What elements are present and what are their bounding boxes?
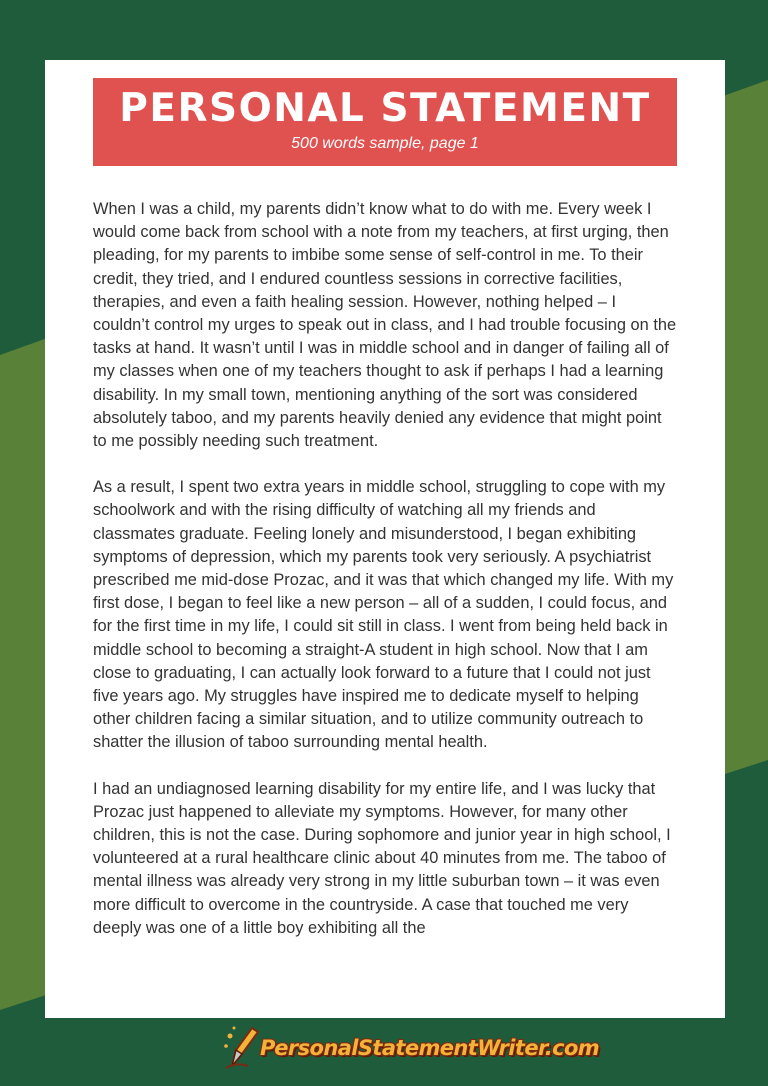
statement-body <box>93 198 677 968</box>
page-subtitle: 500 words sample, page 1 <box>291 135 479 152</box>
paragraph-3: I had an undiagnosed learning disability for my entire life, and I was lucky that Prozac just happened to alleviate my symptoms. However, for many other children, this is not the case. During sophomore and junior year in high school, I volunteered at a rural healthcare clinic about 40 minutes from me. The taboo of mental illness was already very strong in my little suburban town – it was even more difficult to overcome in the countryside. A case that touched me very deeply was one of a little boy exhibiting all the <box>93 779 671 937</box>
paragraph-2: As a result, I spent two extra years in middle school, struggling to cope with my schoolwork and with the rising difficulty of watching all my friends and classmates graduate. Feeling lonely and misunderstood, I began exhibiting symptoms of depression, which my parents took very seriously. A psychiatrist prescribed me mid-dose Prozac, and it was that which changed my life. With my first dose, I began to feel like a new person – all of a sudden, I could focus, and for the first time in my life, I could sit still in class. I went from being held back in middle school to becoming a straight-A student in high school. Now that I am close to graduating, I can actually look forward to a future that I could not just five years ago. My struggles have inspired me to dedicate myself to helping other children facing a similar situation, and to utilize community outreach to shatter the illusion of taboo surrounding mental health. <box>93 478 674 752</box>
footer <box>0 1018 768 1086</box>
pen-nib-icon <box>222 1022 260 1070</box>
document-page <box>45 60 725 1018</box>
site-logo[interactable] <box>222 1022 600 1070</box>
paragraph-1: When I was a child, my parents didn’t know what to do with me. Every week I would come back from school with a note from my teachers, at first urging, then pleading, for my parents to imbibe some sense of self-control in me. To their credit, they tried, and I endured countless sessions in corrective facilities, therapies, and even a faith healing session. However, nothing helped – I couldn’t control my urges to speak out in class, and I had trouble focusing on the tasks at hand. It wasn’t until I was in middle school and in danger of failing all of my classes when one of my teachers thought to ask if perhaps I had a learning disability. In my small town, mentioning anything of the sort was considered absolutely taboo, and my parents heavily denied any evidence that might point to me possibly needing such treatment. <box>93 200 677 451</box>
title-banner <box>93 78 677 166</box>
logo-text: PersonalStatementWriter.com <box>260 1036 600 1060</box>
page-title: PERSONAL STATEMENT <box>119 86 651 131</box>
